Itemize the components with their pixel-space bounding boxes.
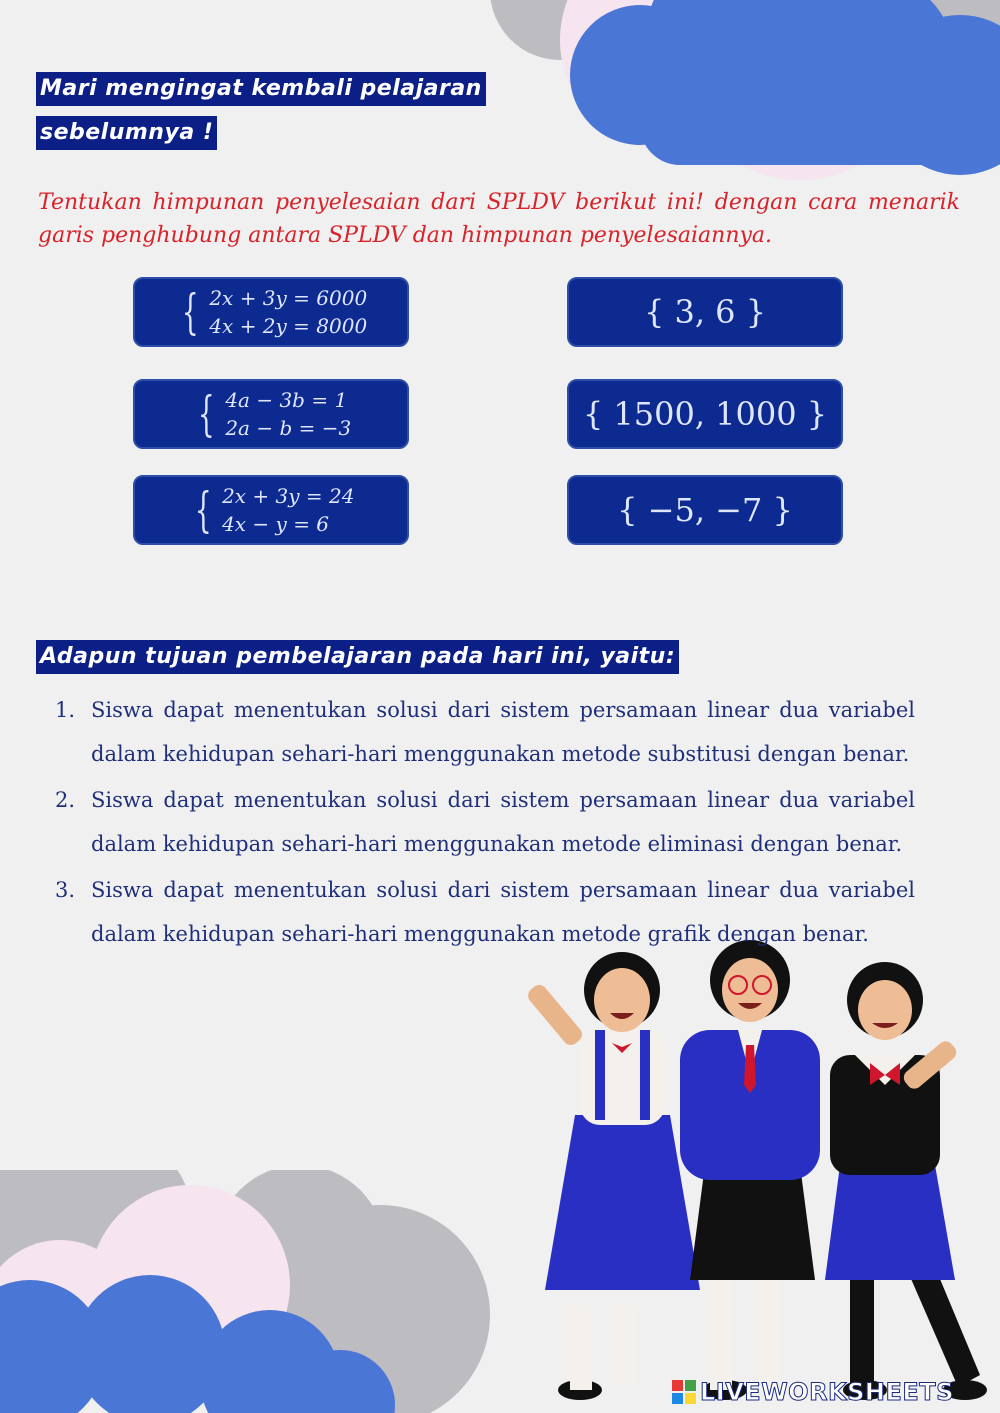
solution-box-1[interactable]	[567, 277, 843, 347]
system-box-2[interactable]	[133, 379, 409, 449]
review-heading-line2: sebelumnya !	[36, 116, 217, 150]
goal-number: 1.	[55, 698, 76, 722]
system-box-3[interactable]	[133, 475, 409, 545]
brace-symbol: {	[194, 482, 212, 538]
goal-text: Siswa dapat menentukan solusi dari sistem persamaan linear dua variabel dalam kehidupan sehari-hari menggunakan metode substitusi dengan benar.	[91, 698, 915, 766]
system-equation: 4x − y = 6	[222, 512, 330, 536]
system-equation: 2x + 3y = 24	[222, 484, 355, 508]
goal-text: Siswa dapat menentukan solusi dari sistem persamaan linear dua variabel dalam kehidupan sehari-hari menggunakan metode eliminasi dengan benar.	[91, 788, 915, 856]
system-equation: 4x + 2y = 8000	[209, 314, 368, 338]
system-equation: 2a − b = −3	[225, 416, 352, 440]
watermark-text: LIVEWORKSHEETS	[700, 1378, 954, 1406]
solution-box-2[interactable]	[567, 379, 843, 449]
bottom-clouds-decoration	[0, 1170, 500, 1413]
review-heading-line1: Mari mengingat kembali pelajaran	[36, 72, 486, 106]
students-illustration	[510, 935, 990, 1405]
goals-list	[55, 688, 915, 958]
goal-item	[55, 688, 915, 776]
goal-number: 2.	[55, 788, 76, 812]
system-box-1[interactable]	[133, 277, 409, 347]
brace-symbol: {	[197, 386, 215, 442]
system-equation: 4a − 3b = 1	[225, 388, 348, 412]
goal-item	[55, 778, 915, 866]
solution-set-label: { 1500, 1000 }	[582, 395, 828, 433]
solution-set-label: { −5, −7 }	[617, 491, 793, 529]
top-clouds-decoration	[470, 0, 1000, 200]
goal-item	[55, 868, 915, 956]
instruction-text: Tentukan himpunan penyelesaian dari SPLDV berikut ini! dengan cara menarik garis penghubung antara SPLDV dan himpunan penyelesaiannya.	[38, 190, 960, 248]
brace-symbol: {	[181, 284, 199, 340]
system-equation: 2x + 3y = 6000	[209, 286, 368, 310]
solution-set-label: { 3, 6 }	[643, 293, 767, 331]
solution-box-3[interactable]	[567, 475, 843, 545]
liveworksheets-logo-icon	[672, 1380, 696, 1404]
goal-text: Siswa dapat menentukan solusi dari sistem persamaan linear dua variabel dalam kehidupan sehari-hari menggunakan metode grafik dengan benar.	[91, 878, 915, 946]
goal-number: 3.	[55, 878, 76, 902]
goals-heading: Adapun tujuan pembelajaran pada hari ini, yaitu:	[36, 640, 679, 674]
